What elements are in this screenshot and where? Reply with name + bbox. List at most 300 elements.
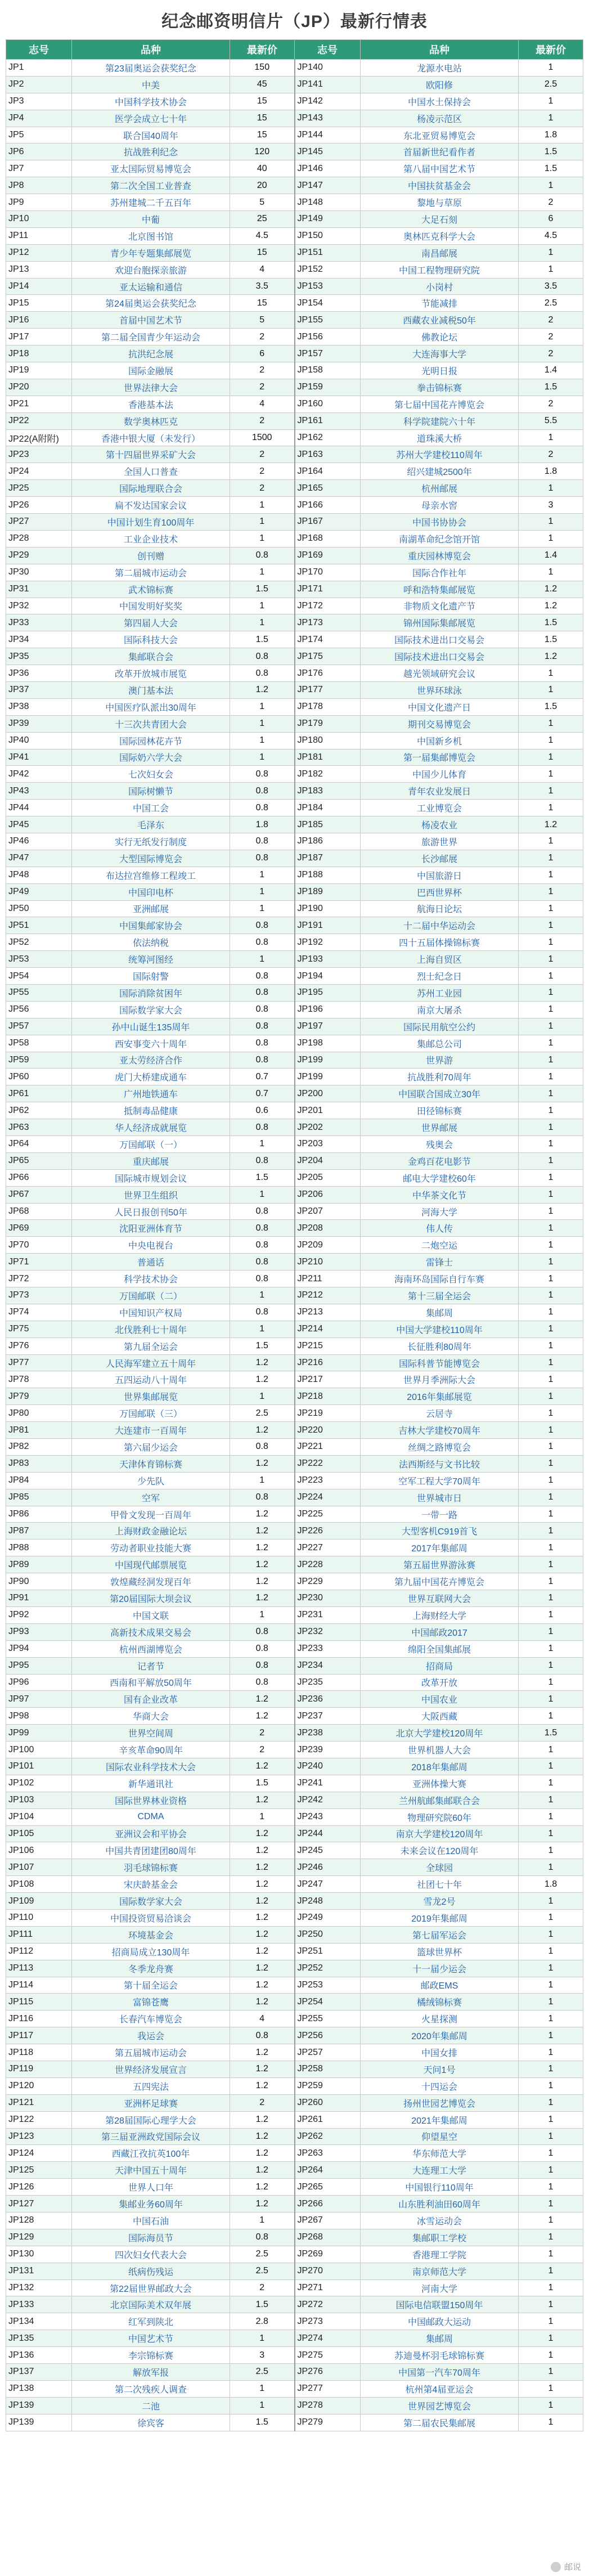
stamp-price-right: 1.2	[519, 598, 583, 614]
stamp-price-right: 1	[519, 2027, 583, 2044]
stamp-price-left: 0.8	[230, 1640, 295, 1657]
stamp-code-right: JP266	[295, 2196, 361, 2213]
stamp-code-right: JP147	[295, 177, 361, 194]
table-row	[6, 1304, 583, 1321]
stamp-name-right: 中国邮政2017	[361, 1623, 519, 1640]
table-row	[6, 850, 583, 867]
stamp-price-right: 1	[519, 783, 583, 800]
stamp-code-right: JP199	[295, 1069, 361, 1085]
stamp-price-right: 1	[519, 867, 583, 883]
table-row	[6, 1792, 583, 1808]
stamp-name-right: 改革开放	[361, 1674, 519, 1691]
stamp-code-left: JP38	[6, 698, 72, 715]
table-row	[6, 110, 583, 127]
stamp-price-left: 1	[230, 1808, 295, 1825]
stamp-code-left: JP34	[6, 631, 72, 648]
stamp-price-right: 1	[519, 1691, 583, 1708]
stamp-price-left: 1.2	[230, 1691, 295, 1708]
stamp-code-left: JP107	[6, 1859, 72, 1876]
stamp-price-left: 2	[230, 1742, 295, 1758]
stamp-code-right: JP170	[295, 564, 361, 581]
stamp-price-left: 0.8	[230, 1304, 295, 1321]
stamp-code-right: JP212	[295, 1287, 361, 1304]
stamp-price-right: 1	[519, 1506, 583, 1523]
table-row	[6, 412, 583, 429]
stamp-price-right: 1	[519, 1069, 583, 1085]
stamp-code-left: JP2	[6, 76, 72, 93]
stamp-code-left: JP112	[6, 1943, 72, 1960]
table-row	[6, 2364, 583, 2381]
stamp-code-left: JP118	[6, 2044, 72, 2061]
stamp-code-left: JP7	[6, 160, 72, 177]
stamp-name-left: 第十届全运会	[72, 1977, 230, 1994]
stamp-code-left: JP122	[6, 2111, 72, 2128]
stamp-name-right: 2021年集邮周	[361, 2111, 519, 2128]
stamp-code-right: JP153	[295, 278, 361, 295]
table-row	[6, 1085, 583, 1102]
table-row	[6, 1657, 583, 1674]
stamp-code-right: JP204	[295, 1152, 361, 1169]
table-row	[6, 681, 583, 698]
stamp-code-left: JP68	[6, 1203, 72, 1220]
stamp-code-right: JP221	[295, 1439, 361, 1456]
stamp-code-left: JP137	[6, 2364, 72, 2381]
table-row	[6, 2296, 583, 2313]
stamp-name-left: 中国艺术节	[72, 2330, 230, 2347]
stamp-name-right: 中国扶贫基金会	[361, 177, 519, 194]
table-row	[6, 1674, 583, 1691]
stamp-code-left: JP32	[6, 598, 72, 614]
stamp-code-left: JP120	[6, 2077, 72, 2094]
stamp-code-left: JP101	[6, 1758, 72, 1775]
stamp-price-left: 120	[230, 143, 295, 160]
table-row	[6, 514, 583, 531]
table-row	[6, 2061, 583, 2077]
stamp-price-right: 2	[519, 345, 583, 362]
stamp-code-left: JP59	[6, 1052, 72, 1069]
stamp-code-right: JP174	[295, 631, 361, 648]
stamp-name-right: 世界游	[361, 1052, 519, 1069]
stamp-price-right: 1	[519, 1573, 583, 1590]
stamp-name-right: 集邮职工学校	[361, 2229, 519, 2246]
table-row	[6, 261, 583, 278]
stamp-name-right: 法西斯经与文书比较	[361, 1455, 519, 1472]
stamp-name-right: 中国书协协会	[361, 514, 519, 531]
table-row	[6, 1472, 583, 1489]
stamp-code-left: JP66	[6, 1169, 72, 1186]
stamp-name-right: 呼和浩特集邮展览	[361, 581, 519, 598]
stamp-name-right: 拳击锦标赛	[361, 379, 519, 396]
stamp-name-left: 西藏江孜抗英100年	[72, 2145, 230, 2162]
stamp-name-left: 改革开放城市展览	[72, 665, 230, 682]
stamp-name-right: 旅游世界	[361, 833, 519, 850]
stamp-name-right: 龙源水电站	[361, 60, 519, 77]
stamp-name-left: 中国发明好奖奖	[72, 598, 230, 614]
stamp-code-right: JP197	[295, 1018, 361, 1035]
stamp-code-left: JP6	[6, 143, 72, 160]
stamp-price-right: 1	[519, 1708, 583, 1725]
stamp-code-left: JP15	[6, 295, 72, 312]
stamp-code-left: JP53	[6, 951, 72, 968]
stamp-name-left: 国际树懒节	[72, 783, 230, 800]
table-row	[6, 1876, 583, 1893]
stamp-code-left: JP35	[6, 648, 72, 665]
stamp-name-left: 中国计划生育100周年	[72, 514, 230, 531]
stamp-price-left: 3.5	[230, 278, 295, 295]
stamp-name-left: 亚洲议会和平协会	[72, 1825, 230, 1842]
stamp-name-left: 我运会	[72, 2027, 230, 2044]
stamp-name-left: 第24届奥运会获奖纪念	[72, 295, 230, 312]
stamp-code-right: JP231	[295, 1606, 361, 1623]
stamp-code-right: JP224	[295, 1489, 361, 1506]
stamp-price-right: 2	[519, 396, 583, 412]
header-code-right: 志号	[295, 40, 361, 60]
stamp-code-left: JP110	[6, 1909, 72, 1926]
table-row	[6, 2347, 583, 2364]
stamp-name-right: 中国少儿体育	[361, 766, 519, 783]
stamp-name-left: 七次妇女会	[72, 766, 230, 783]
table-row	[6, 497, 583, 514]
stamp-code-right: JP149	[295, 211, 361, 228]
stamp-name-right: 中国邮政大运动	[361, 2313, 519, 2330]
stamp-price-left: 3	[230, 2347, 295, 2364]
stamp-price-left: 0.8	[230, 1203, 295, 1220]
stamp-code-right: JP143	[295, 110, 361, 127]
stamp-price-right: 1	[519, 1775, 583, 1792]
stamp-name-right: 十四运会	[361, 2077, 519, 2094]
stamp-code-left: JP33	[6, 614, 72, 631]
stamp-code-right: JP271	[295, 2279, 361, 2296]
stamp-code-left: JP84	[6, 1472, 72, 1489]
stamp-code-right: JP239	[295, 1742, 361, 1758]
table-row	[6, 1506, 583, 1523]
stamp-name-left: 记者节	[72, 1657, 230, 1674]
stamp-price-left: 40	[230, 160, 295, 177]
table-row	[6, 2313, 583, 2330]
stamp-name-right: 集邮周	[361, 1304, 519, 1321]
table-row	[6, 1943, 583, 1960]
stamp-code-left: JP111	[6, 1926, 72, 1943]
table-row	[6, 429, 583, 446]
table-row	[6, 143, 583, 160]
stamp-price-right: 1	[519, 1977, 583, 1994]
stamp-name-right: 杭州邮展	[361, 480, 519, 497]
stamp-code-left: JP29	[6, 547, 72, 564]
stamp-name-right: 2016年集邮展览	[361, 1388, 519, 1405]
table-row	[6, 227, 583, 244]
stamp-name-right: 杨凌农业	[361, 816, 519, 833]
stamp-code-left: JP97	[6, 1691, 72, 1708]
table-row	[6, 2179, 583, 2196]
stamp-code-left: JP99	[6, 1725, 72, 1742]
stamp-price-right: 1	[519, 1439, 583, 1456]
stamp-name-right: 2019年集邮周	[361, 1909, 519, 1926]
stamp-name-left: 全国人口普查	[72, 463, 230, 480]
stamp-price-right: 1	[519, 2414, 583, 2431]
stamp-name-right: 中国银行110周年	[361, 2179, 519, 2196]
stamp-price-right: 1	[519, 934, 583, 951]
stamp-name-left: 亚太劳经济合作	[72, 1052, 230, 1069]
stamp-name-right: 世界邮展	[361, 1119, 519, 1136]
stamp-code-left: JP47	[6, 850, 72, 867]
stamp-price-right: 1	[519, 530, 583, 547]
stamp-code-left: JP1	[6, 60, 72, 77]
table-row	[6, 581, 583, 598]
table-row	[6, 1926, 583, 1943]
stamp-price-right: 1	[519, 2313, 583, 2330]
stamp-name-left: 上海财政金融论坛	[72, 1523, 230, 1540]
stamp-name-left: 天津体育锦标赛	[72, 1455, 230, 1472]
stamp-code-right: JP243	[295, 1808, 361, 1825]
page-title: 纪念邮资明信片（JP）最新行情表	[161, 12, 428, 31]
table-row	[6, 1052, 583, 1069]
stamp-name-left: 辛亥革命90周年	[72, 1742, 230, 1758]
stamp-name-left: 首届中国艺术节	[72, 312, 230, 329]
stamp-code-right: JP230	[295, 1590, 361, 1607]
stamp-price-left: 1	[230, 1472, 295, 1489]
stamp-code-left: JP130	[6, 2246, 72, 2263]
stamp-code-right: JP185	[295, 816, 361, 833]
stamp-name-right: 第七届军运会	[361, 1926, 519, 1943]
stamp-code-left: JP8	[6, 177, 72, 194]
stamp-price-right: 1	[519, 665, 583, 682]
table-row	[6, 2380, 583, 2397]
stamp-name-right: 未来会议在120周年	[361, 1842, 519, 1859]
stamp-code-right: JP150	[295, 227, 361, 244]
stamp-name-left: 国际数学家大会	[72, 1893, 230, 1910]
stamp-price-left: 1	[230, 715, 295, 732]
stamp-code-left: JP134	[6, 2313, 72, 2330]
stamp-price-right: 1	[519, 564, 583, 581]
stamp-price-right: 2	[519, 329, 583, 345]
stamp-name-right: 南京师范大学	[361, 2263, 519, 2279]
stamp-price-right: 1	[519, 2263, 583, 2279]
stamp-name-left: 李宗锦标赛	[72, 2347, 230, 2364]
stamp-price-left: 0.8	[230, 1271, 295, 1287]
table-row	[6, 1590, 583, 1607]
stamp-name-left: 抗洪纪念展	[72, 345, 230, 362]
stamp-name-left: 国际城市规划会议	[72, 1169, 230, 1186]
table-row	[6, 530, 583, 547]
stamp-name-left: 中国知识产权局	[72, 1304, 230, 1321]
stamp-code-right: JP262	[295, 2128, 361, 2145]
stamp-code-right: JP233	[295, 1640, 361, 1657]
stamp-price-left: 1500	[230, 429, 295, 446]
stamp-name-right: 锦州国际集邮展览	[361, 614, 519, 631]
stamp-name-left: 中国科学技术协会	[72, 93, 230, 110]
stamp-price-left: 1.8	[230, 816, 295, 833]
stamp-name-left: 国际科技大会	[72, 631, 230, 648]
stamp-price-left: 1.2	[230, 1943, 295, 1960]
stamp-name-left: 纸病伤残运	[72, 2263, 230, 2279]
stamp-name-right: 南昌邮展	[361, 244, 519, 261]
stamp-name-left: 科学技术协会	[72, 1271, 230, 1287]
stamp-price-left: 1	[230, 1321, 295, 1338]
stamp-name-left: 第九届全运会	[72, 1338, 230, 1354]
stamp-price-right: 1	[519, 900, 583, 917]
table-row	[6, 1893, 583, 1910]
stamp-code-left: JP135	[6, 2330, 72, 2347]
stamp-name-left: 第20届国际大坝会议	[72, 1590, 230, 1607]
stamp-code-right: JP244	[295, 1825, 361, 1842]
stamp-price-left: 1	[230, 564, 295, 581]
table-row	[6, 2330, 583, 2347]
table-row	[6, 833, 583, 850]
stamp-price-left: 0.8	[230, 766, 295, 783]
stamp-code-right: JP162	[295, 429, 361, 446]
stamp-code-left: JP65	[6, 1152, 72, 1169]
stamp-name-left: 世界空间周	[72, 1725, 230, 1742]
stamp-price-left: 0.8	[230, 1657, 295, 1674]
stamp-price-left: 2.5	[230, 2263, 295, 2279]
stamp-name-left: 医学会成立七十年	[72, 110, 230, 127]
stamp-code-left: JP129	[6, 2229, 72, 2246]
table-row	[6, 867, 583, 883]
stamp-code-right: JP274	[295, 2330, 361, 2347]
stamp-name-right: 第二届农民集邮展	[361, 2414, 519, 2431]
stamp-name-right: 河南大学	[361, 2279, 519, 2296]
table-row	[6, 1271, 583, 1287]
stamp-name-right: 大型客机C919首飞	[361, 1523, 519, 1540]
stamp-price-left: 15	[230, 110, 295, 127]
stamp-code-left: JP80	[6, 1405, 72, 1422]
stamp-code-right: JP242	[295, 1792, 361, 1808]
stamp-price-left: 1	[230, 1287, 295, 1304]
table-row	[6, 883, 583, 900]
stamp-price-right: 1	[519, 1472, 583, 1489]
stamp-price-right: 1	[519, 1994, 583, 2010]
stamp-price-right: 1	[519, 1237, 583, 1254]
stamp-price-left: 1	[230, 2380, 295, 2397]
table-row	[6, 783, 583, 800]
stamp-price-left: 1	[230, 883, 295, 900]
stamp-price-right: 1	[519, 833, 583, 850]
stamp-code-left: JP23	[6, 446, 72, 463]
table-row	[6, 1994, 583, 2010]
stamp-price-left: 0.6	[230, 1102, 295, 1119]
stamp-name-right: 黎地与草原	[361, 194, 519, 211]
stamp-code-left: JP22(A附附)	[6, 429, 72, 446]
stamp-code-left: JP55	[6, 984, 72, 1001]
stamp-code-left: JP70	[6, 1237, 72, 1254]
stamp-price-right: 1	[519, 110, 583, 127]
stamp-code-left: JP89	[6, 1556, 72, 1573]
stamp-code-right: JP215	[295, 1338, 361, 1354]
stamp-name-right: 国际电信联盟150周年	[361, 2296, 519, 2313]
stamp-code-left: JP93	[6, 1623, 72, 1640]
stamp-price-right: 1	[519, 1287, 583, 1304]
stamp-code-left: JP131	[6, 2263, 72, 2279]
stamp-name-right: 伟人传	[361, 1220, 519, 1237]
stamp-price-right: 1.2	[519, 581, 583, 598]
stamp-price-right: 1	[519, 1018, 583, 1035]
stamp-price-right: 3.5	[519, 278, 583, 295]
stamp-price-left: 4	[230, 2010, 295, 2027]
stamp-code-left: JP86	[6, 1506, 72, 1523]
stamp-name-left: 香港基本法	[72, 396, 230, 412]
stamp-name-left: 国际奶六学大会	[72, 749, 230, 766]
stamp-name-left: 北伐胜利七十周年	[72, 1321, 230, 1338]
stamp-price-left: 1.2	[230, 1994, 295, 2010]
stamp-code-left: JP58	[6, 1035, 72, 1052]
stamp-code-left: JP50	[6, 900, 72, 917]
stamp-name-right: 世界机器人大会	[361, 1742, 519, 1758]
stamp-name-right: 二炮空运	[361, 1237, 519, 1254]
stamp-code-right: JP210	[295, 1254, 361, 1271]
stamp-name-right: 世界城市日	[361, 1489, 519, 1506]
stamp-code-right: JP240	[295, 1758, 361, 1775]
stamp-name-right: 国际技术进出口交易会	[361, 631, 519, 648]
stamp-price-left: 0.8	[230, 2229, 295, 2246]
stamp-price-left: 2	[230, 446, 295, 463]
stamp-name-right: 南京大学建校120周年	[361, 1825, 519, 1842]
header-price-right: 最新价	[519, 40, 583, 60]
stamp-price-left: 1.2	[230, 2145, 295, 2162]
stamp-name-left: 世界法律大会	[72, 379, 230, 396]
stamp-code-right: JP163	[295, 446, 361, 463]
stamp-name-left: 中国共青团建团80周年	[72, 1842, 230, 1859]
stamp-price-left: 1.2	[230, 1960, 295, 1977]
stamp-price-left: 20	[230, 177, 295, 194]
stamp-name-left: 中央电视台	[72, 1237, 230, 1254]
stamp-price-left: 0.8	[230, 850, 295, 867]
stamp-price-left: 15	[230, 244, 295, 261]
stamp-name-right: 物理研究院60年	[361, 1808, 519, 1825]
stamp-code-left: JP61	[6, 1085, 72, 1102]
stamp-name-right: 期刊交易博览会	[361, 715, 519, 732]
stamp-code-right: JP190	[295, 900, 361, 917]
stamp-price-left: 0.8	[230, 917, 295, 934]
stamp-name-left: 万国邮联（二）	[72, 1287, 230, 1304]
stamp-code-right: JP222	[295, 1455, 361, 1472]
stamp-code-left: JP90	[6, 1573, 72, 1590]
stamp-code-right: JP205	[295, 1169, 361, 1186]
stamp-price-right: 1	[519, 1943, 583, 1960]
stamp-code-right: JP157	[295, 345, 361, 362]
stamp-name-right: 第八届中国艺术节	[361, 160, 519, 177]
stamp-name-left: 武术锦标赛	[72, 581, 230, 598]
stamp-price-right: 1	[519, 2145, 583, 2162]
stamp-code-right: JP264	[295, 2162, 361, 2179]
stamp-code-right: JP225	[295, 1506, 361, 1523]
stamp-code-right: JP208	[295, 1220, 361, 1237]
table-row	[6, 816, 583, 833]
stamp-name-right: 中国水土保持会	[361, 93, 519, 110]
stamp-price-left: 4	[230, 261, 295, 278]
stamp-price-right: 1.5	[519, 1725, 583, 1742]
stamp-price-left: 150	[230, 60, 295, 77]
stamp-code-right: JP275	[295, 2347, 361, 2364]
stamp-name-left: 二池	[72, 2397, 230, 2414]
table-row	[6, 2196, 583, 2213]
stamp-price-right: 1	[519, 1523, 583, 1540]
stamp-price-right: 1	[519, 2010, 583, 2027]
stamp-name-right: 邮政EMS	[361, 1977, 519, 1994]
stamp-price-left: 1	[230, 530, 295, 547]
stamp-price-left: 0.8	[230, 1439, 295, 1456]
stamp-name-left: 第二届全国青少年运动会	[72, 329, 230, 345]
stamp-name-left: 国际射警	[72, 968, 230, 985]
table-row	[6, 60, 583, 77]
stamp-code-right: JP219	[295, 1405, 361, 1422]
table-row	[6, 2229, 583, 2246]
stamp-name-left: 实行无纸发行制度	[72, 833, 230, 850]
stamp-price-right: 1.8	[519, 1876, 583, 1893]
stamp-code-right: JP176	[295, 665, 361, 682]
stamp-price-left: 6	[230, 345, 295, 362]
stamp-name-left: 北京国际美术双年展	[72, 2296, 230, 2313]
stamp-code-right: JP253	[295, 1977, 361, 1994]
